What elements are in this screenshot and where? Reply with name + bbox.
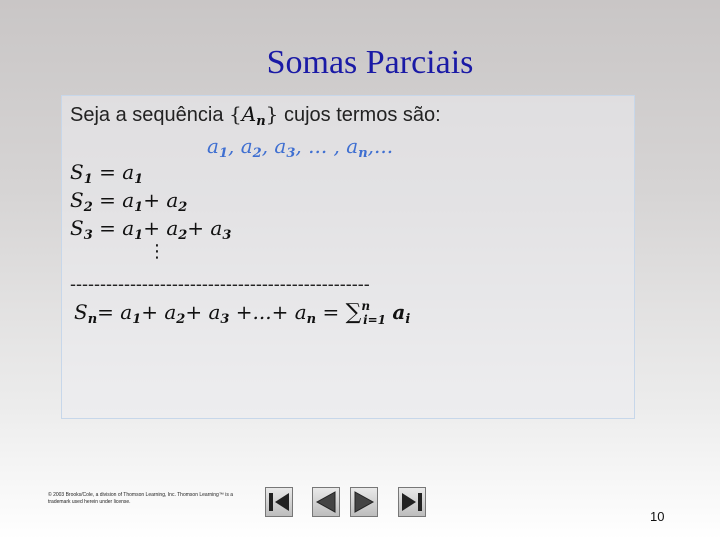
equation-sn: $S_n= a_1+ a_2+ a_3$ +...+ $a_n = \sum ni=1$ $a_i$	[74, 299, 411, 327]
close-brace: }	[265, 102, 279, 126]
previous-slide-button[interactable]	[312, 487, 340, 517]
copyright-notice: © 2003 Brooks/Cole, a division of Thomson Learning, Inc. Thomson Learning™ is a trademark used herein under license.	[48, 492, 233, 505]
sigma-symbol: ∑	[345, 300, 362, 325]
page-number: 10	[650, 509, 665, 524]
first-slide-button[interactable]	[265, 487, 293, 517]
last-slide-button[interactable]	[398, 487, 426, 517]
intro-text: Seja a sequência	[70, 104, 230, 126]
intro-line	[70, 102, 441, 129]
last-slide-icon	[399, 488, 425, 516]
open-brace: {	[229, 102, 242, 126]
next-slide-button[interactable]	[350, 487, 378, 517]
slide-title: Somas Parciais	[266, 44, 474, 81]
equation-s3: $S_3 = a_1+ a_2+ a_3$	[70, 216, 232, 243]
sequence-var: $A_n$	[241, 102, 266, 129]
equation-s1: $S_1 = a_1$	[70, 160, 144, 187]
previous-slide-icon	[313, 488, 339, 516]
intro-tail: cujos termos são:	[278, 104, 441, 126]
first-slide-icon	[266, 488, 292, 516]
next-slide-icon	[351, 488, 377, 516]
separator-line: --------------------------------------------------	[70, 274, 370, 294]
vertical-ellipsis: ⋮	[148, 241, 166, 262]
sequence-terms: $a_1$, $a_2$, $a_3$, ... , $a_n$,...	[207, 134, 394, 161]
equation-s2: $S_2 = a_1+ a_2$	[70, 188, 188, 215]
content-box	[61, 95, 635, 419]
